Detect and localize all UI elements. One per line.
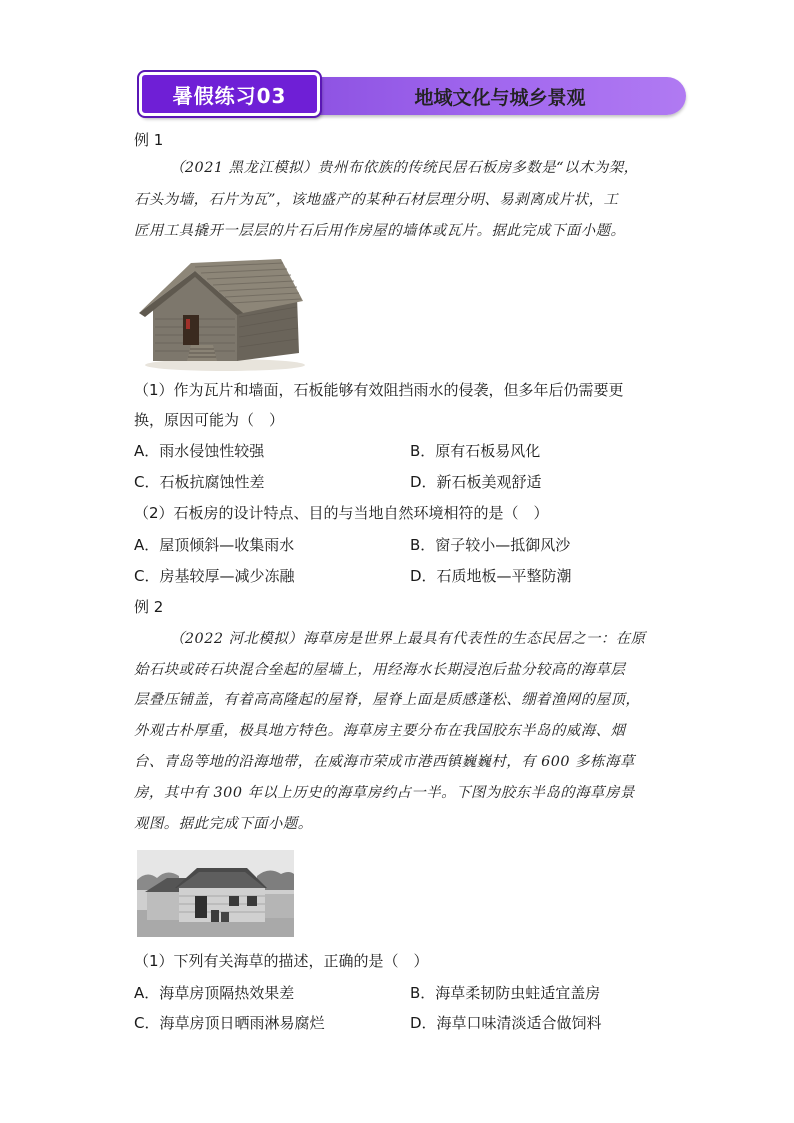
example1-q2-stem: （2）石板房的设计特点、目的与当地自然环境相符的是（ ） — [134, 504, 549, 522]
header-title: 地域文化与城乡景观 — [414, 87, 586, 109]
stone-house-illustration — [133, 257, 311, 371]
example1-passage-line-2: 石头为墙，石片为瓦”，该地盛产的某种石材层理分明、易剥离成片状，工 — [134, 192, 619, 208]
example1-q1-option-d[interactable]: D．新石板美观舒适 — [410, 473, 542, 491]
example1-q1-stem-line-2: 换，原因可能为（ ） — [134, 411, 285, 429]
example2-passage-line-5: 台、青岛等地的沿海地带，在威海市荣成市港西镇巍巍村，有 600 多栋海草 — [134, 754, 635, 770]
example2-q1-stem: （1）下列有关海草的描述，正确的是（ ） — [134, 952, 429, 970]
example2-passage-line-7: 观图。据此完成下面小题。 — [134, 816, 313, 832]
example2-passage-line-6: 房，其中有 300 年以上历史的海草房约占一半。下图为胶东半岛的海草房景 — [134, 785, 635, 801]
example2-q1-option-d[interactable]: D．海草口味清淡适合做饲料 — [410, 1014, 602, 1032]
example2-passage-line-3: 层叠压铺盖，有着高高隆起的屋脊，屋脊上面是质感蓬松、绷着渔网的屋顶， — [134, 692, 641, 708]
example2-passage-line-1: （2022 河北模拟）海草房是世界上最具有代表性的生态民居之一：在原 — [170, 631, 646, 647]
example2-passage-line-2: 始石块或砖石块混合垒起的屋墙上，用经海水长期浸泡后盐分较高的海草层 — [134, 662, 626, 678]
header-tag-text: 暑假练习03 — [172, 83, 287, 108]
example1-passage-line-1: （2021 黑龙江模拟）贵州布依族的传统民居石板房多数是“以木为架， — [170, 160, 639, 176]
example1-q1-option-b[interactable]: B．原有石板易风化 — [410, 442, 541, 460]
example1-q2-option-c[interactable]: C．房基较厚—减少冻融 — [134, 567, 295, 585]
example2-q1-option-c[interactable]: C．海草房顶日晒雨淋易腐烂 — [134, 1014, 325, 1032]
example1-q2-option-a[interactable]: A．屋顶倾斜—收集雨水 — [134, 536, 295, 554]
example2-passage-line-4: 外观古朴厚重，极具地方特色。海草房主要分布在我国胶东半岛的威海、烟 — [134, 723, 626, 739]
example2-q1-option-a[interactable]: A．海草房顶隔热效果差 — [134, 984, 295, 1002]
example1-q1-option-c[interactable]: C．石板抗腐蚀性差 — [134, 473, 265, 491]
example2-label: 例 2 — [134, 598, 164, 616]
example1-passage-line-3: 匠用工具撬开一层层的片石后用作房屋的墙体或瓦片。据此完成下面小题。 — [134, 223, 626, 239]
example1-q1-stem-line-1: （1）作为瓦片和墙面，石板能够有效阻挡雨水的侵袭，但多年后仍需要更 — [134, 381, 624, 399]
header-tag — [139, 72, 320, 116]
stone-house-photo — [133, 257, 311, 371]
example2-q1-option-b[interactable]: B．海草柔韧防虫蛀适宜盖房 — [410, 984, 601, 1002]
seaweed-house-illustration — [137, 850, 294, 937]
seaweed-house-photo — [137, 850, 294, 937]
example1-q1-option-a[interactable]: A．雨水侵蚀性较强 — [134, 442, 265, 460]
example1-label: 例 1 — [134, 131, 164, 149]
example1-q2-option-d[interactable]: D．石质地板—平整防潮 — [410, 567, 572, 585]
example1-q2-option-b[interactable]: B．窗子较小—抵御风沙 — [410, 536, 571, 554]
